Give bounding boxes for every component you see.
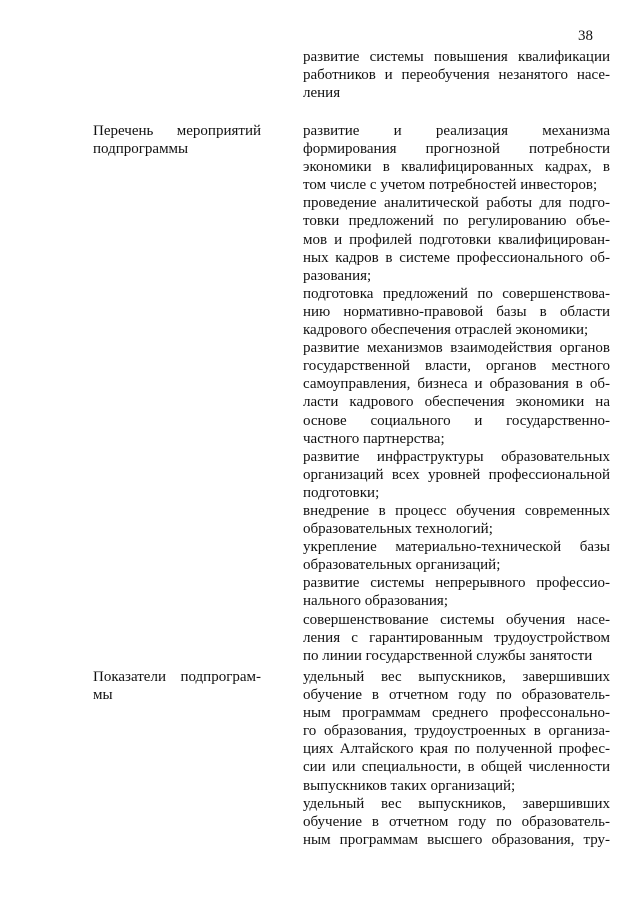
text-line: ления с гарантированным трудоустройством [303, 629, 610, 646]
text-line: ления [303, 85, 341, 102]
text-line: образовательных организаций; [303, 557, 501, 574]
label-line: подпрограммы [93, 141, 189, 158]
text-line: циях Алтайского края по полученной профес- [303, 741, 610, 758]
text-line: том числе с учетом потребностей инвесторов; [303, 177, 598, 194]
text-line: развитие инфраструктуры образовательных [303, 448, 610, 465]
text-line: подготовка предложений по совершенствова- [303, 285, 610, 302]
text-line: образовательных технологий; [303, 521, 493, 538]
text-line: обучение в отчетном году по образователь- [303, 813, 610, 830]
section-label-activities [93, 122, 261, 158]
text-line: мов и профилей подготовки квалифицирован- [303, 231, 610, 248]
text-line: работников и переобучения незанятого насе- [303, 67, 610, 84]
label-line: мы [93, 687, 113, 704]
page-number: 38 [578, 28, 593, 44]
text-line: ных кадров в системе профессионального об- [303, 249, 610, 266]
text-line: нию нормативно-правовой базы в области [303, 303, 610, 320]
section-content-activities [303, 122, 610, 665]
text-line: экономики в квалифицированных кадрах, в [303, 159, 610, 176]
text-line: проведение аналитической работы для подго- [303, 195, 610, 212]
text-line: удельный вес выпускников, завершивших [303, 795, 610, 812]
text-line: сии или специальности, в общей численности [303, 759, 610, 776]
text-line: внедрение в процесс обучения современных [303, 502, 610, 519]
text-line: ным программам среднего профессонально- [303, 705, 610, 722]
text-line: частного партнерства; [303, 430, 445, 447]
top-continuation-text [303, 48, 610, 102]
section-label-indicators [93, 668, 261, 704]
text-line: го образования, трудоустроенных в организа- [303, 723, 610, 740]
text-line: выпускников таких организаций; [303, 777, 516, 794]
text-line: по линии государственной службы занятости [303, 647, 593, 664]
text-line: государственной власти, органов местного [303, 358, 610, 375]
text-line: основе социального и государственно- [303, 412, 610, 429]
text-line: товки предложений по регулированию объе- [303, 213, 610, 230]
text-line: формирования прогнозной потребности [303, 141, 610, 158]
label-line: Показатели подпрограм- [93, 669, 261, 685]
text-line: подготовки; [303, 484, 380, 501]
text-line: ным программам высшего образования, тру- [303, 831, 610, 848]
text-line: разования; [303, 267, 372, 284]
text-line: ласти кадрового обеспечения экономики на [303, 394, 610, 411]
text-line: развитие механизмов взаимодействия органов [303, 340, 610, 357]
text-line: самоуправления, бизнеса и образования в об- [303, 376, 610, 393]
section-content-indicators [303, 668, 610, 849]
text-line: развитие системы непрерывного профессио- [303, 575, 610, 592]
text-line: кадрового обеспечения отраслей экономики; [303, 322, 589, 339]
text-line: развитие системы повышения квалификации [303, 49, 610, 65]
text-line: обучение в отчетном году по образователь- [303, 687, 610, 704]
label-line: Перечень мероприятий [93, 123, 261, 139]
text-line: организаций всех уровней профессиональной [303, 466, 610, 483]
text-line: нального образования; [303, 593, 448, 610]
text-line: удельный вес выпускников, завершивших [303, 669, 610, 685]
text-line: совершенствование системы обучения насе- [303, 611, 610, 628]
text-line: развитие и реализация механизма [303, 123, 610, 139]
text-line: укрепление материально-технической базы [303, 539, 610, 556]
